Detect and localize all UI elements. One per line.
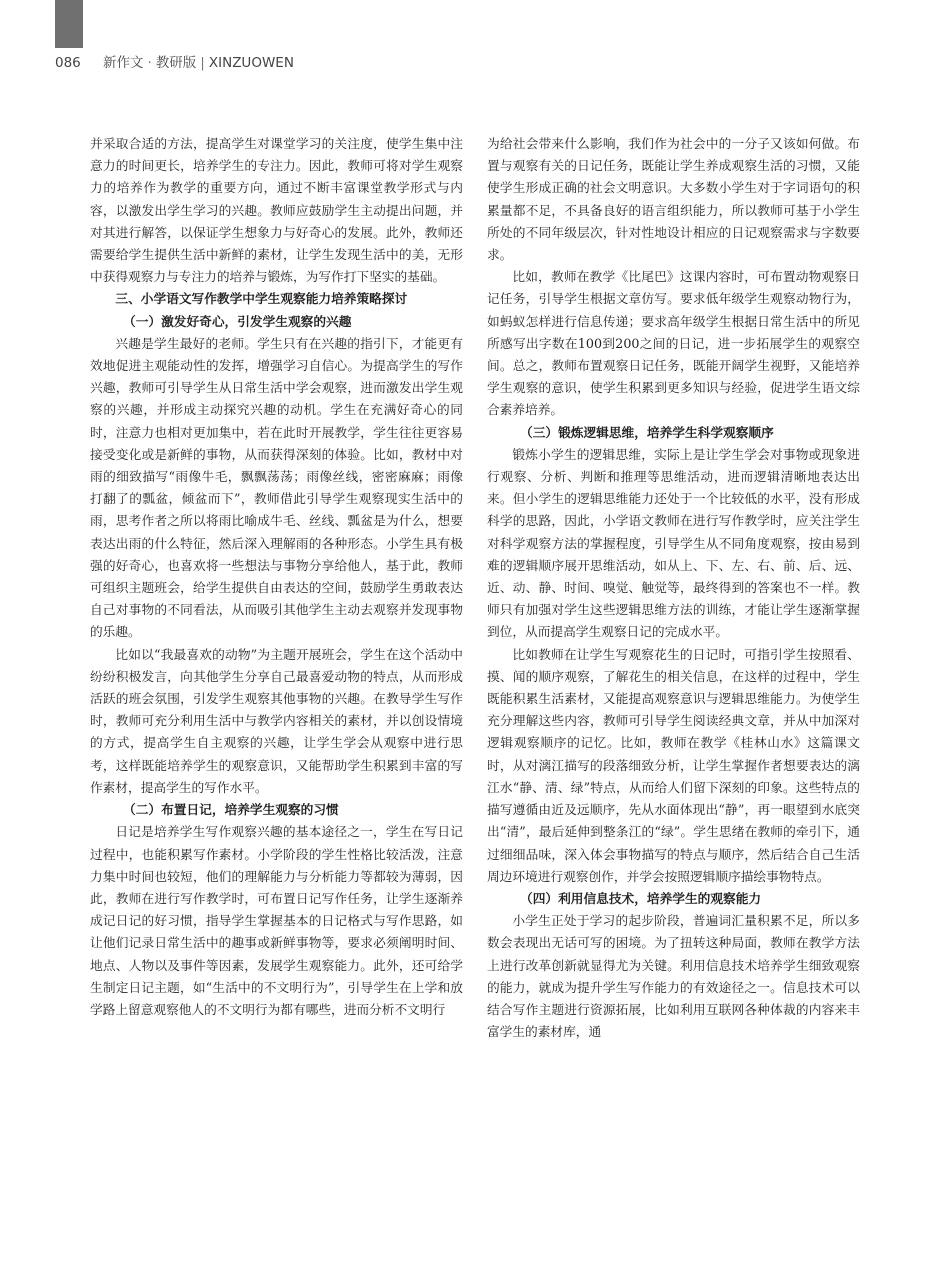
paragraph: 比如以“我最喜欢的动物”为主题开展班会，学生在这个活动中纷纷积极发言，向其他学生分享自己最喜爱动物的特点，从而形成活跃的班会氛围，引发学生观察其他事物的兴趣。在教导学生写作时，教师可充分利用生活中与教学内容相关的素材，并以创设情境的方式，提高学生自主观察的兴趣，让学生学会从观察中进行思考，这样既能培养学生的观察意识，又能帮助学生积累到丰富的写作素材，提高学生的写作水平。 [90, 646, 463, 795]
page-corner-tab [55, 0, 83, 48]
paragraph: 兴趣是学生最好的老师。学生只有在兴趣的指引下，才能更有效地促进主观能动性的发挥，增强学习自信心。为提高学生的写作兴趣，教师可引导学生从日常生活中学会观察，进而激发出学生观察的兴趣，并形成主动探究兴趣的动机。学生在充满好奇心的同时，注意力也相对更加集中，若在此时开展教学，学生往往更容易接受变化或是新鲜的事物，从而获得深刻的体验。比如，教材中对雨的细致描写“雨像牛毛，飘飘荡荡；雨像丝线，密密麻麻；雨像打翻了的瓢盆，倾盆而下”，教师借此引导学生观察现实生活中的雨，思考作者之所以将雨比喻成牛毛、丝线、瓢盆是为什么，想要表达出雨的什么特征，然后深入理解雨的各种形态。小学生具有极强的好奇心，也喜欢将一些想法与事物分享给他人，基于此，教师可组织主题班会，给学生提供自由表达的空间，鼓励学生勇敢表达自己对事物的不同看法，从而吸引其他学生主动去观察并发现事物的乐趣。 [90, 335, 463, 640]
paragraph: 并采取合适的方法，提高学生对课堂学习的关注度，使学生集中注意力的时间更长，培养学生的专注力。因此，教师可将对学生观察力的培养作为教学的重要方向，通过不断丰富课堂教学形式与内容，以激发出学生学习的兴趣。教师应鼓励学生主动提出问题，并对其进行解答，以保证学生想象力与好奇心的发展。此外，教师还需要给学生提供生活中新鲜的素材，让学生发现生活中的美，无形中获得观察力与专注力的培养与锻炼，为写作打下坚实的基础。 [90, 136, 463, 285]
section-heading: 三、小学语文写作教学中学生观察能力培养策略探讨 [115, 291, 408, 307]
journal-edition: 教研版 [155, 55, 197, 71]
header-bar-separator: | [200, 55, 205, 71]
journal-brand: XINZUOWEN [208, 55, 294, 71]
paragraph: 日记是培养学生写作观察兴趣的基本途径之一，学生在写日记过程中，也能积累写作素材。小学阶段的学生性格比较活泼，注意力集中时间也较短，他们的理解能力与分析能力等都较为薄弱，因此，教师在进行写作教学时，可布置日记写作任务，让学生逐渐养成记日记的好习惯，指导学生掌握基本的日记格式与写作思路，如让他们记录日常生活中的趣事或新鲜事物等，要求必须阐明时间、地点、人物以及事件等因素，发展学生观察能力。此外，还可给学生制定日记主题，如“生活中的不文明行为”，引导学生在上学和放学路上留意观察他人的不文明行为都有哪些，进而分析不文明行 [90, 824, 463, 1017]
journal-title: 新作文 [103, 55, 144, 71]
right-column [487, 133, 860, 1043]
subsection-heading: （三）锻炼逻辑思维，培养学生科学观察顺序 [520, 424, 774, 440]
subsection-heading: （四）利用信息技术，培养学生的观察能力 [520, 890, 762, 906]
left-column [90, 133, 463, 1021]
header-dot-separator: · [147, 55, 152, 71]
paragraph: 为给社会带来什么影响，我们作为社会中的一分子又该如何做。布置与观察有关的日记任务，既能让学生养成观察生活的习惯，又能使学生形成正确的社会文明意识。大多数小学生对于字词语句的积累量都不足，不具备良好的语言组织能力，所以教师可基于小学生所处的不同年级层次，针对性地设计相应的日记观察需求与字数要求。 [487, 136, 860, 263]
subsection-heading: （一）激发好奇心，引发学生观察的兴趣 [123, 313, 352, 329]
paragraph: 比如，教师在教学《比尾巴》这课内容时，可布置动物观察日记任务，引导学生根据文章仿写。要求低年级学生观察动物行为，如蚂蚁怎样进行信息传递；要求高年级学生根据日常生活中的所见所感写出字数在100到200之间的日记，进一步拓展学生的观察空间。总之，教师布置观察日记任务，既能开阔学生视野，又能培养学生观察的意识，使学生积累到更多知识与经验，促进学生语文综合素养培养。 [487, 269, 860, 418]
running-header [55, 51, 294, 73]
paragraph: 锻炼小学生的逻辑思维，实际上是让学生学会对事物或现象进行观察、分析、判断和推理等思维活动，进而逻辑清晰地表达出来。但小学生的逻辑思维能力还处于一个比较低的水平，没有形成科学的思路，因此，小学语文教师在进行写作教学时，应关注学生对科学观察方法的掌握程度，引导学生从不同角度观察，按由易到难的逻辑顺序展开思维活动，如从上、下、左、右、前、后、远、近、动、静、时间、嗅觉、触觉等，最终得到的答案也不一样。教师只有加强对学生这些逻辑思维方法的训练，才能让学生逐渐掌握到位，从而提高学生观察日记的完成水平。 [487, 446, 860, 640]
page-number: 086 [55, 55, 81, 71]
paragraph: 比如教师在让学生写观察花生的日记时，可指引学生按照看、摸、闻的顺序观察，了解花生的相关信息，在这样的过程中，学生既能积累生活素材，又能提高观察意识与逻辑思维能力。为使学生充分理解这些内容，教师可引导学生阅读经典文章，并从中加深对逻辑观察顺序的记忆。比如，教师在教学《桂林山水》这篇课文时，从对漓江描写的段落细致分析，让学生掌握作者想要表达的漓江水“静、清、绿”特点，从而给人们留下深刻的印象。这些特点的描写遵循由近及远顺序，先从水面体现出“静”，再一眼望到水底突出“清”，最后延伸到整条江的“绿”。学生思绪在教师的牵引下，通过细细品味，深入体会事物描写的特点与顺序，然后结合自己生活周边环境进行观察创作，并学会按照逻辑顺序描绘事物特点。 [487, 646, 860, 884]
subsection-heading: （二）布置日记，培养学生观察的习惯 [123, 802, 339, 818]
paragraph: 小学生正处于学习的起步阶段，普遍词汇量积累不足，所以多数会表现出无话可写的困境。为了扭转这种局面，教师在教学方法上进行改革创新就显得尤为关键。利用信息技术培养学生细致观察的能力，就成为提升学生写作能力的有效途径之一。信息技术可以结合写作主题进行资源拓展，比如利用互联网各种体裁的内容来丰富学生的素材库，通 [487, 913, 860, 1040]
